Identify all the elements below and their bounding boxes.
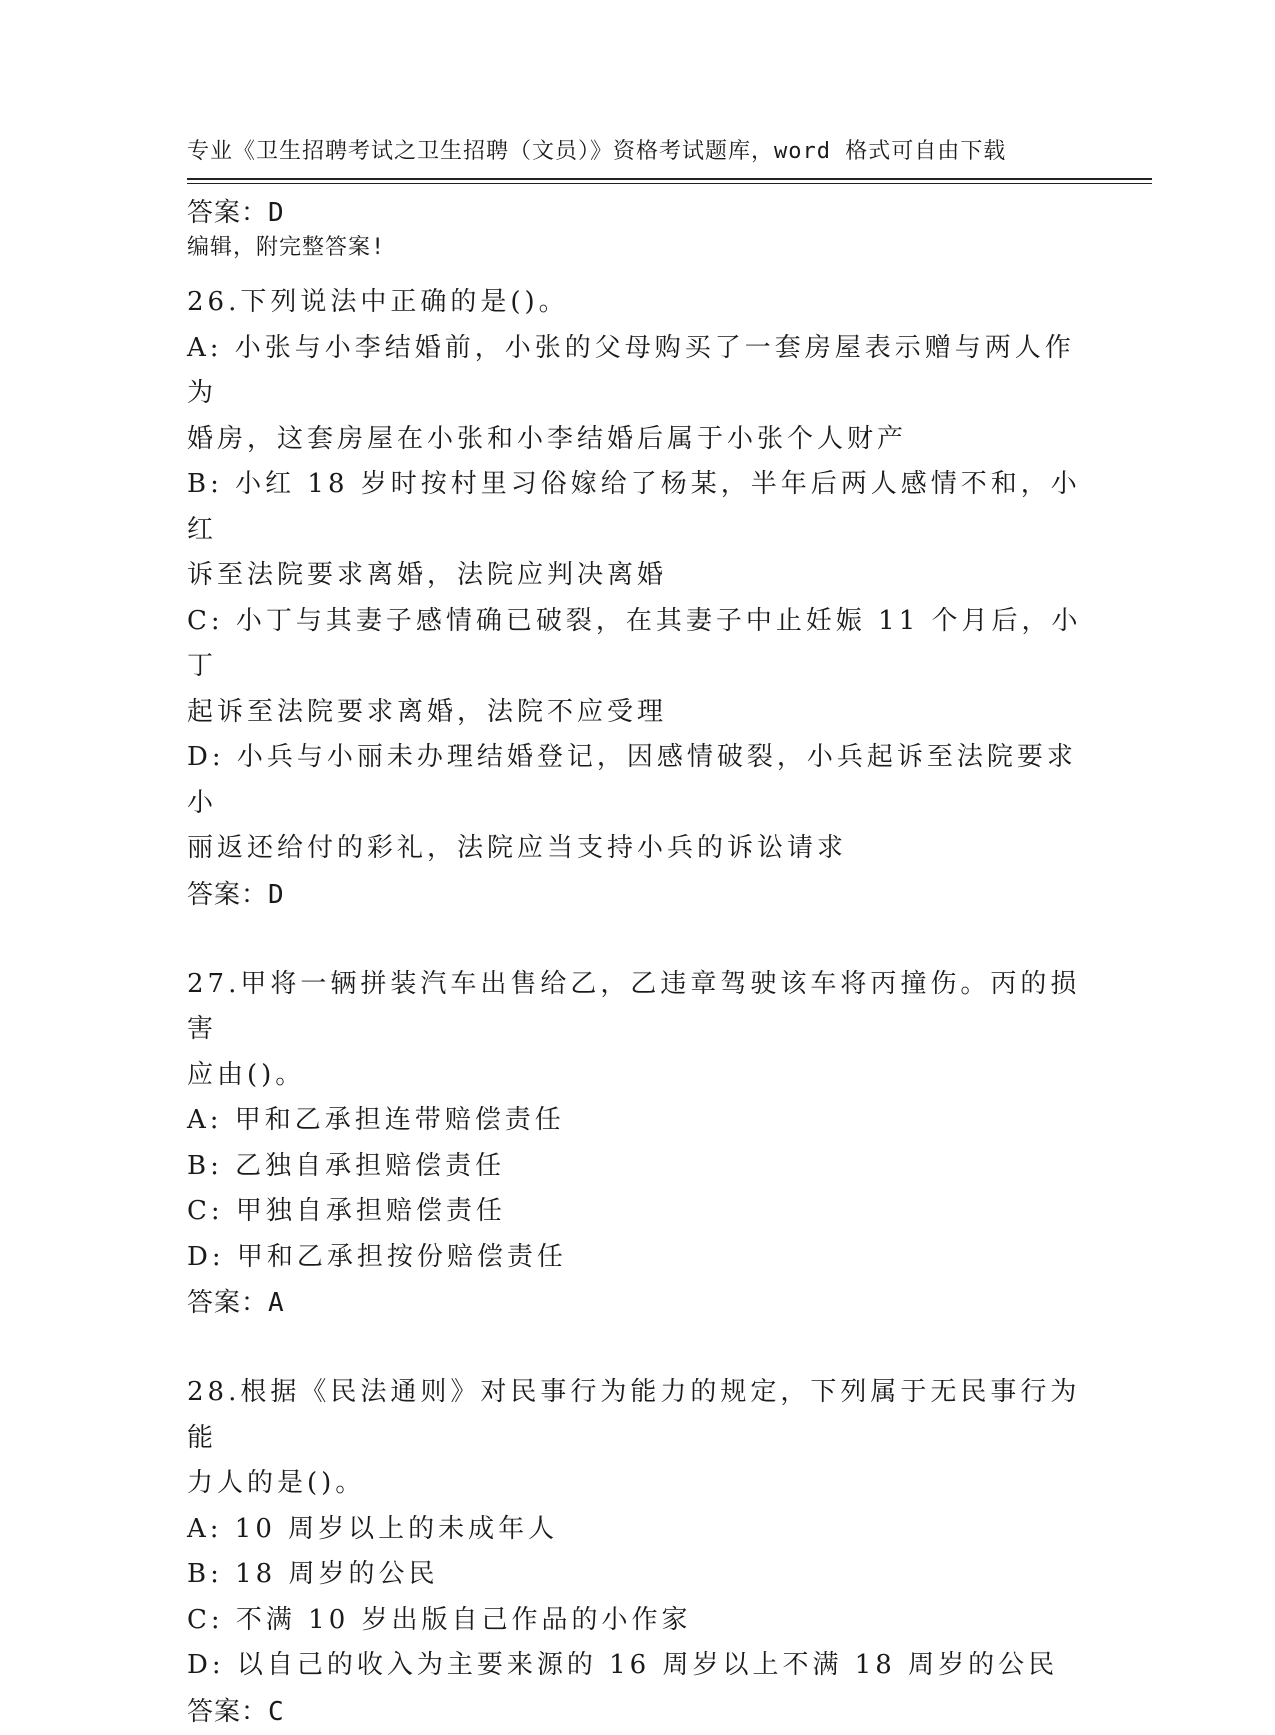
option-line: D: 小兵与小丽未办理结婚登记，因感情破裂，小兵起诉至法院要求小 — [187, 742, 1077, 818]
header-line-2: 编辑，附完整答案! — [187, 235, 386, 260]
option-line: A: 10 周岁以上的未成年人 — [187, 1513, 559, 1544]
answer-line: 答案：D — [187, 198, 285, 228]
header-divider-thick — [187, 178, 1152, 180]
option-line: C: 小丁与其妻子感情确已破裂，在其妻子中止妊娠 11 个月后，小丁 — [187, 605, 1082, 681]
option-line: 婚房，这套房屋在小张和小李结婚后属于小张个人财产 — [187, 423, 908, 454]
question-26 — [187, 280, 1087, 918]
document-body — [187, 190, 1087, 1735]
question-stem-line: 力人的是()。 — [187, 1468, 366, 1498]
option-line: 诉至法院要求离婚，法院应判决离婚 — [187, 560, 668, 590]
option-line: A: 小张与小李结婚前，小张的父母购买了一套房屋表示赠与两人作为 — [187, 332, 1075, 408]
option-line: B: 乙独自承担赔偿责任 — [187, 1150, 506, 1181]
answer-line: 答案：A — [187, 1288, 285, 1318]
question-stem-line: 28.根据《民法通则》对民事行为能力的规定，下列属于无民事行为能 — [187, 1377, 1081, 1453]
option-line: B: 小红 18 岁时按村里习俗嫁给了杨某，半年后两人感情不和，小红 — [187, 469, 1081, 545]
question-stem-line: 26.下列说法中正确的是()。 — [187, 287, 569, 317]
question-28 — [187, 1370, 1087, 1735]
question-stem-line: 27.甲将一辆拼装汽车出售给乙，乙违章驾驶该车将丙撞伤。丙的损害 — [187, 968, 1081, 1044]
answer-line: 答案：C — [187, 1696, 285, 1727]
answer-line: 答案：D — [187, 879, 285, 910]
option-line: D: 以自己的收入为主要来源的 16 周岁以上不满 18 周岁的公民 — [187, 1650, 1059, 1680]
header-divider-thin — [187, 183, 1152, 184]
option-line: C: 不满 10 岁出版自己作品的小作家 — [187, 1604, 692, 1635]
header-line-1: 专业《卫生招聘考试之卫生招聘（文员）》资格考试题库，word 格式可自由下载 — [187, 139, 1007, 164]
option-line: B: 18 周岁的公民 — [187, 1559, 439, 1589]
option-line: A: 甲和乙承担连带赔偿责任 — [187, 1105, 565, 1135]
option-line: D: 甲和乙承担按份赔偿责任 — [187, 1241, 567, 1272]
option-line: 丽返还给付的彩礼，法院应当支持小兵的诉讼请求 — [187, 833, 848, 863]
question-27 — [187, 962, 1087, 1327]
option-line: C: 甲独自承担赔偿责任 — [187, 1196, 506, 1226]
question-stem-line: 应由()。 — [187, 1059, 306, 1090]
option-line: 起诉至法院要求离婚，法院不应受理 — [187, 696, 668, 727]
